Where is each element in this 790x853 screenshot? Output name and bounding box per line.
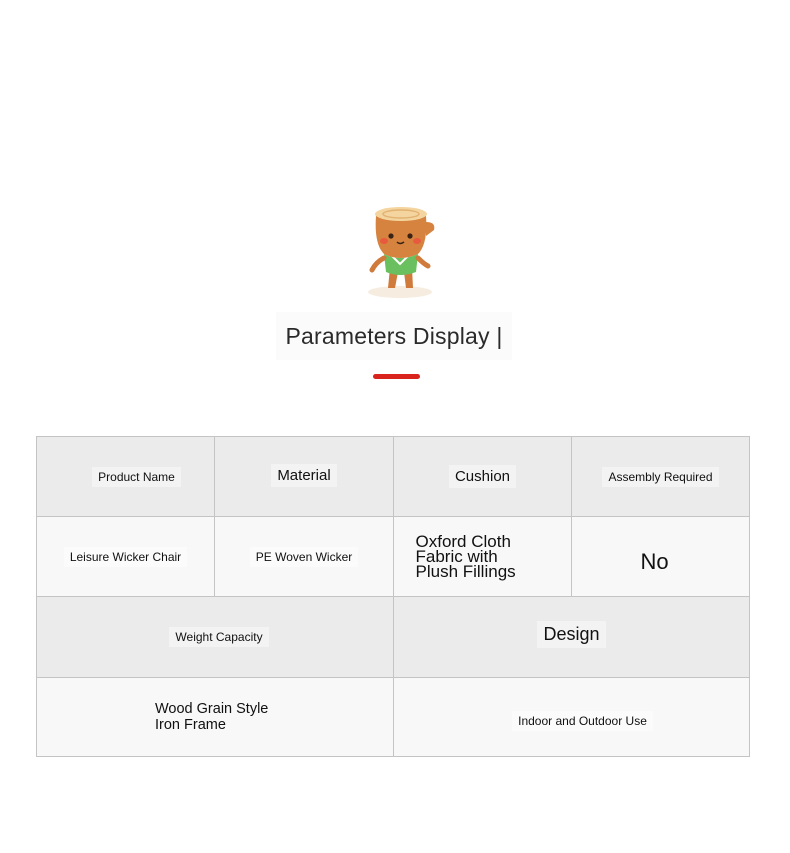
- table-cell: [394, 437, 572, 517]
- parameters-table: [36, 436, 750, 757]
- value-design: Indoor and Outdoor Use: [512, 711, 653, 731]
- header-assembly-required: Assembly Required: [602, 467, 718, 487]
- table-cell: [37, 437, 215, 517]
- table-cell: [394, 597, 749, 678]
- header-material: Material: [271, 464, 336, 487]
- table-cell: [394, 517, 572, 597]
- title-underline-accent: [373, 374, 420, 379]
- value-product-name: Leisure Wicker Chair: [64, 547, 187, 567]
- table-cell: [572, 517, 749, 597]
- table-cell: [215, 437, 394, 517]
- value-assembly-required: No: [640, 548, 669, 574]
- header-design: Design: [537, 621, 605, 648]
- table-cell: [37, 678, 394, 756]
- table-cell: [37, 517, 215, 597]
- section-title: Parameters Display |: [276, 312, 512, 360]
- table-cell: [37, 597, 394, 678]
- header-product-name: Product Name: [92, 467, 181, 487]
- table-cell: [215, 517, 394, 597]
- value-weight-capacity: Wood Grain Style Iron Frame: [155, 701, 269, 733]
- header-weight-capacity: Weight Capacity: [169, 627, 268, 647]
- header-cushion: Cushion: [449, 465, 516, 488]
- value-cushion: Oxford Cloth Fabric with Plush Fillings: [415, 532, 516, 581]
- table-cell: [572, 437, 749, 517]
- tree-stump-mascot-illustration: [362, 200, 438, 300]
- table-cell: [394, 678, 749, 756]
- value-material: PE Woven Wicker: [250, 547, 358, 567]
